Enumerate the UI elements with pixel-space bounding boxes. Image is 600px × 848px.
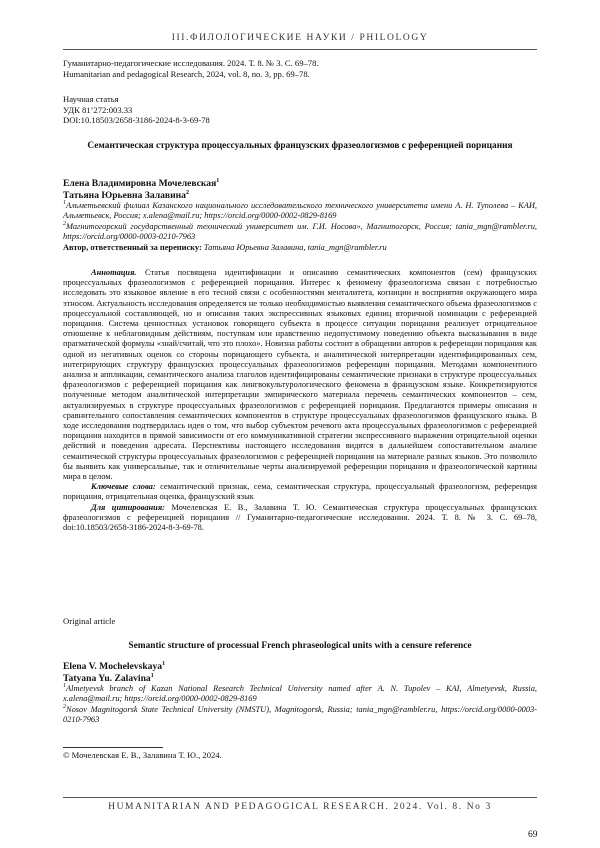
authors-en bbox=[63, 661, 537, 726]
authors-ru bbox=[63, 178, 537, 253]
abstract-paragraph: Аннотация. Статья посвящена идентификации и описанию семантических компонентов (сем) французских процессуальных фразеологизмов с референцией порицания. Интерес к феномену фразеологизма связан с потребностью исследовать это языковое явление в его тесной связи с особенностями менталитета, когниции и восприятия окружающего мира этносом. Актуальность исследования определяется не только необходимостью выявления семантического объема фразеологизмов с процессуальной составляющей, но и описания таких экспрессивных языковых единиц вторичной номинации с референцией порицания. Система ценностных установок говорящего субъекта в процессе ситуации порицания реализует отрицательное отношение к неблаговидным действиям, поступкам или нравственно недопустимому поведению объекта высказывания в виде прагматической формулы «знай/считай, что это плохо». Новизна работы состоит в обращении авторов к референции порицания как одной из негативных оценок со стороны порицающего субъекта, и аналитической интерпретации идентифицированных сем, интегрирующих структуру французских процессуальных фразеологизмов референции порицания. Методами компонентного анализа и аппликации, семантического анализа глаголов идентифицированы семантические признаки в структуре процессуальных фразеологизмов с референцией порицания как лингвокультурологического феномена в французском языке. Конкретизируются полученные методом аналитической интерпретации эмпирического материала перечень семантических компонентов – сем, актуализируемых в структуре процессуальных фразеологизмов с референцией порицания. Предлагаются примеры описания и сравнительного сопоставления семантических компонентов в структуре процессуальных фразеологизмов французского языка. В ходе исследования подтвердилась идея о том, что выбор субъектом речевого акта процессуальных фразеологизмов с референцией порицания находится в прямой зависимости от его коммуникативной стратегии экспрессивного выражения отрицательной оценки действий и поведения адресата. Перспективы настоящего исследования видятся в дальнейшем сопоставительном анализе семантической структуры процессуальных фразеологизмов с референцией порицания на материале разных языков. Это позволило бы выявить как универсальные, так и отличительные черты анализируемой референции порицания и фразеологической картины мира в целом. bbox=[63, 268, 537, 482]
running-footer: HUMANITARIAN AND PEDAGOGICAL RESEARCH. 2024. Vol. 8. No 3 bbox=[108, 802, 492, 812]
title-en: Semantic structure of processual French phraseological units with a censure reference bbox=[128, 641, 472, 651]
abstract-ru bbox=[63, 268, 537, 533]
affiliation-2-ru: $^2$Магнитогорский государственный технический университет им. Г.И. Носова», Магнитогорск, Россия; tania_mgn@rambler.ru, https://orcid.org/0000-0003-0210-7963 bbox=[63, 221, 537, 242]
footnote-rule bbox=[63, 747, 163, 748]
copyright: © Мочелевская Е. В., Залавина Т. Ю., 2024. bbox=[63, 750, 222, 760]
page-number: 69 bbox=[528, 830, 538, 840]
affiliation-2-en: $^2$Nosov Magnitogorsk State Technical University (NMSTU), Magnitogorsk, Russia; tania_mgn@rambler.ru, https://orcid.org/0000-0003-0210-7963 bbox=[63, 704, 537, 725]
citation-ru: Гуманитарно-педагогические исследования. 2024. Т. 8. № 3. С. 69–78. bbox=[63, 58, 319, 68]
article-type-en: Original article bbox=[63, 616, 116, 626]
footer-rule bbox=[63, 797, 537, 798]
author-2-ru: Татьяна Юрьевна Залавина$^2$ bbox=[63, 189, 189, 201]
keywords-paragraph: Ключевые слова: семантический признак, сема, семантическая структура, процессуальный фразеологизм, референция порицания, отрицательная оценка, французский язык bbox=[63, 482, 538, 502]
corresponding-author: Автор, ответственный за переписку: Татьяна Юрьевна Залавина, tania_mgn@rambler.ru bbox=[63, 242, 387, 252]
affiliation-1-en: $^1$Almetyevsk branch of Kazan National Research Technical University named after A. N. Tupolev – KAI, Almetyevsk, Russia, x.alena@mail.ru; https://orcid.org/0000-0002-0829-8169 bbox=[63, 683, 537, 704]
cite-paragraph: Для цитирования: Мочелевская Е. В., Залавина Т. Ю. Семантическая структура процессуальных французских фразеологизмов с референцией порицания // Гуманитарно-педагогические исследования. 2024. Т. 8. № 3. С. 69–78, doi:10.18503/2658-3186-2024-8-3-69-78. bbox=[63, 502, 538, 533]
author-1-en: Elena V. Mochelevskaya$^1$ bbox=[63, 660, 166, 672]
doi: DOI:10.18503/2658-3186-2024-8-3-69-78 bbox=[63, 115, 210, 126]
header-rule bbox=[63, 49, 537, 50]
article-meta bbox=[63, 94, 537, 126]
affiliation-1-ru: $^1$Альметьевский филиал Казанского национального исследовательского технического университета имени А. Н. Туполева – КАИ, Альметьевск, Россия; x.alena@mail.ru; https://orcid.org/0000-0002-0829-8169 bbox=[63, 200, 537, 221]
author-2-en: Tatyana Yu. Zalavina$^1$ bbox=[63, 672, 154, 684]
title-ru: Семантическая структура процессуальных французских фразеологизмов с референцией порицания bbox=[87, 141, 513, 151]
article-type-ru: Научная статья bbox=[63, 94, 119, 104]
citation-block bbox=[63, 58, 537, 79]
citation-en: Humanitarian and pedagogical Research, 2024, vol. 8, no. 3, pp. 69–78. bbox=[63, 68, 310, 79]
running-header: III.ФИЛОЛОГИЧЕСКИЕ НАУКИ / PHILOLOGY bbox=[171, 33, 429, 43]
author-1-ru: Елена Владимировна Мочелевская$^1$ bbox=[63, 177, 220, 189]
udc: УДК 81’272:003.33 bbox=[63, 104, 133, 115]
